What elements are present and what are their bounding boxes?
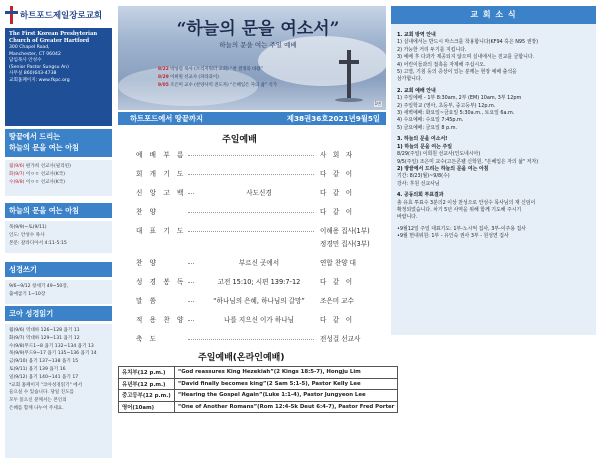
left-sidebar xyxy=(0,0,114,463)
news-line: 삼가합니다. xyxy=(397,76,423,83)
list-item: 목(9/9)~토(9/11) xyxy=(9,225,47,230)
morning-list xyxy=(5,221,112,253)
banner-title: “하늘의 문을 여소서” xyxy=(176,19,340,39)
section-band-bible-reading xyxy=(5,306,112,321)
info-line: (Senior Pastor Sungsu An) xyxy=(9,64,69,70)
order-row: 찬 양 다 같 이 xyxy=(136,208,355,216)
order-row: 회 개 기 도 다 같 이 xyxy=(136,170,355,178)
page-label: 1면 xyxy=(374,101,381,106)
church-logo-icon xyxy=(5,6,19,24)
ribbon-issue: 제38권36호2021년9월5일 xyxy=(286,114,380,123)
list-item: 월(9/6) 역대하 126~128 욥기 11 xyxy=(9,328,80,333)
news-line: 2) 가능한 거리 두기를 지킵니다. xyxy=(397,46,467,53)
worship-title: 주일예배 xyxy=(222,135,257,145)
banner-subtitle: 하늘의 문을 여는 주일 예배 xyxy=(219,41,297,49)
news-line: 5) 고열, 기침 등의 증상이 있는 분께는 현장 예배 출석을 xyxy=(397,69,517,76)
news-line: 4) 어린이들과의 접촉을 자제해 주십시오. xyxy=(397,61,486,68)
order-row: 대 표 기 도 이해용 집사(1부) xyxy=(136,227,370,235)
church-english-name-1: The First Korean Presbyterian xyxy=(9,31,98,37)
news-line: 강사: 후원 선교사님 xyxy=(397,180,440,187)
news-line: 2. 교회 예배 안내 xyxy=(397,87,436,94)
banner-schedule xyxy=(158,66,308,90)
news-line: 4) 수요예배: 수요일 7:45p.m. xyxy=(397,117,464,124)
news-line: 3. 하늘의 문을 여소서! xyxy=(397,136,448,143)
news-line: 9/5(주일) 조은미 교수(고든콘웰 신학원, "은혜입은 자의 삶" 저자) xyxy=(397,158,539,165)
order-row: 적 용 찬 양 나를 지으신 이가 하나님 다 같 이 xyxy=(136,313,386,327)
info-line: 300 Chapel Road, xyxy=(9,45,50,50)
news-line: 3) 예배 후 다과가 제공되지 않으며 실내에서는 친교를 금합니다. xyxy=(397,54,535,61)
schedule-item: 8/22 박성령 목사 (브리지워터 교회) “천 결정의 바람” xyxy=(158,67,263,72)
bulletin-ribbon xyxy=(118,112,386,125)
theme-banner xyxy=(118,6,386,110)
news-title: 교 회 소 식 xyxy=(391,6,596,24)
table-row: 유치부(12 p.m.) “God reassures King Hezekiah”(2 Kings 18:5-7), Hongju Lim xyxy=(119,367,398,379)
section-band-bible-writing xyxy=(5,262,112,277)
list-item: 월(9/6) 편가희 선교사(필리핀) xyxy=(9,164,71,169)
news-line: 2) 주일학교 (영아, 초등부, 중고등부) 12p.m. xyxy=(397,102,496,109)
list-item: 화(9/7) 역대하 129~131 욥기 12 xyxy=(9,335,80,341)
info-line: Manchester, CT 06042 xyxy=(9,51,61,57)
online-worship-title: 주일예배(온라인예배) xyxy=(198,353,285,363)
news-line: 1. 교회 방역 안내 xyxy=(397,32,436,38)
cross-icon xyxy=(334,50,364,102)
mission-list xyxy=(5,160,112,196)
news-line: 바랍니다. xyxy=(397,214,418,221)
church-news-panel xyxy=(391,6,596,335)
news-line: 4. 공동의회 투표결과 xyxy=(397,192,444,199)
news-line: 기간: 8/23(월)~9/8(수) xyxy=(397,173,450,180)
bible-reading-list xyxy=(5,324,112,458)
news-line: 8/29(주일) 이희원 선교사(인도네시아) xyxy=(397,151,481,158)
order-row: 신 앙 고 백 사도신경 다 같 이 xyxy=(136,186,386,200)
section-band-morning xyxy=(5,203,112,218)
band-line: 하늘의 문을 여는 아침 xyxy=(9,143,79,152)
info-line: 교회홈페이지: www.fkpc.org xyxy=(9,77,70,83)
list-item: 수(9/8)무드1~8 욥기 132~134 욥기 13 xyxy=(9,343,94,349)
table-row: 중고등부(12 p.m.) “Hearing the Gospel Again”(Luke 1:1-4), Pastor Jungyeon Lee xyxy=(119,390,398,402)
church-name: 하트포드제일장로교회 xyxy=(20,11,103,21)
list-item: 수(9/8) 이ㅇㅇ 선교사(K국) xyxy=(9,179,66,185)
list-item: 일(9/12) 욥기 140~141 욥기 17 xyxy=(9,374,79,380)
church-info-box xyxy=(5,28,112,126)
news-line: 3) 새벽예배: 화요일~금요일 5:30a.m., 토요일 6a.m. xyxy=(397,110,515,117)
list-item: 들으실 수 있습니다. 당일 진도를 xyxy=(9,390,74,396)
order-row: 찬 양 부르신 곳에서 연합 찬양 대 xyxy=(136,256,386,270)
order-row: 축 도 전성걸 선교사 xyxy=(136,335,361,343)
list-item: 화(9/7) 이ㅇㅇ 선교사(K국) xyxy=(9,171,66,177)
list-item: 출애굽기 1~10장 xyxy=(9,291,46,297)
list-item: 본문: 갈라디아서 4:11-5:15 xyxy=(9,240,67,246)
news-line: 1) 하늘의 문을 여는 주일 xyxy=(397,143,452,150)
order-row: 정경민 집사(3부) xyxy=(320,240,370,248)
table-row: 유년부(12 p.m.) “David finally becomes king”(2 Sam 5:1-5), Pastor Kelly Lee xyxy=(119,378,398,390)
order-row: 성 경 봉 독 고전 15:10; 시편 139:7-12 다 같 이 xyxy=(136,275,386,289)
section-band-mission xyxy=(5,129,112,157)
table-row: 영어(10am) “One of Another Romans”(Rom 12:4-5k Deut 6:4-7), Pastor Fred Porter xyxy=(119,401,398,413)
news-line: 총 유효 투표수 3분의2 이상 찬성으로 안성수 목사님의 재 신임이 xyxy=(397,199,536,206)
list-item: 목(9/9)무드9~17 욥기 135~136 욥기 14 xyxy=(9,351,97,357)
band-line: 코아 성경읽기 xyxy=(9,309,54,318)
info-line: 사무실 860)643-4738 xyxy=(9,71,57,77)
list-item: 9/6~9/12 창세기 49~50장, xyxy=(9,284,69,289)
news-line: •9월12일 주일 대표기도: 1부-노시억 집사, 3부-이주용 집사 xyxy=(397,225,526,232)
list-item: 은혜를 함께 나누어 주세요. xyxy=(9,405,64,411)
schedule-item: 9/05 조은미 교수 (찬양사역 전도자) “은혜입은 자의 삶” 석가 xyxy=(158,83,277,88)
online-worship-table xyxy=(118,366,398,413)
bible-writing-list xyxy=(5,280,112,304)
band-line: 하늘의 문을 여는 아침 xyxy=(9,206,79,215)
list-item: *교회 홈페이지 "코아성경읽기" 에서 xyxy=(9,382,83,388)
schedule-item: 8/29 이희원 선교사 (파라과이) xyxy=(158,75,219,80)
list-item: 모두 읽으신 분께서는 본인의 xyxy=(9,398,67,404)
ribbon-motto: 하트포드에서 땅끝까지 xyxy=(130,114,204,123)
news-line: 5) 금요예배: 금요일 8 p.m. xyxy=(397,124,458,131)
news-line: 1) 실내에서는 반드시 마스크를 착용합니다(KF94 혹은 N95 권장) xyxy=(397,39,539,46)
band-line: 땅끝에서 드리는 xyxy=(9,132,61,141)
news-line: •9월 헌내위원: 1부 - 유인숙 권사 3부 - 원성연 집사 xyxy=(397,233,509,240)
list-item: 인도: 안성수 목사 xyxy=(9,232,45,238)
order-row: 말 씀 “하나님의 은혜, 하나님의 갈망” 조은미 교수 xyxy=(136,294,386,308)
info-line: 담임목사 안성수 xyxy=(9,58,42,64)
news-line: 1) 주일예배 - 1부 8:30am, 2부 (EM) 10am, 3부 12pm xyxy=(397,95,522,102)
church-logo-row xyxy=(5,6,113,28)
band-line: 성경쓰기 xyxy=(9,265,37,274)
list-item: 금(9/10) 욥기 137~138 욥기 15 xyxy=(9,359,79,365)
list-item: 토(9/11) 욥기 139 욥기 16 xyxy=(9,366,66,372)
news-line: 2) 땅끝에서 드리는 하늘의 문을 여는 아침 xyxy=(397,165,489,172)
order-row: 예 배 부 름 사 회 자 xyxy=(136,151,355,159)
church-english-name-2: Church of Greater Hartford xyxy=(9,38,90,44)
news-line: 확정되었습니다. 차기 5년 사역을 위해 함께 기도해 주시기 xyxy=(397,206,522,213)
news-body xyxy=(397,28,593,241)
